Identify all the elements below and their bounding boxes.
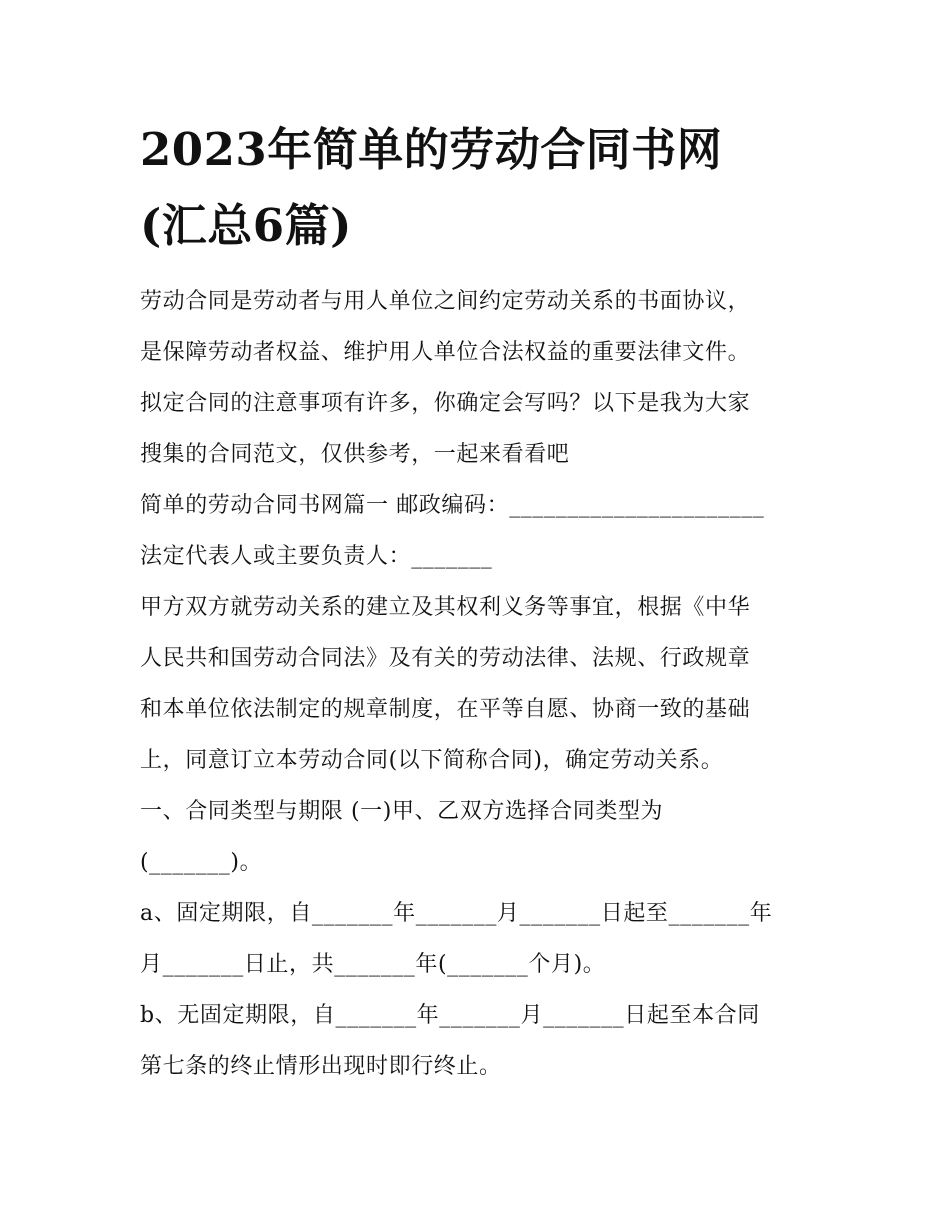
body-line: 一、合同类型与期限 (一)甲、乙双方选择合同类型为 (140, 799, 664, 824)
body-line: 和本单位依法制定的规章制度，在平等自愿、协商一致的基础 (140, 697, 751, 722)
body-line: 劳动合同是劳动者与用人单位之间约定劳动关系的书面协议， (140, 289, 751, 314)
body-line: 人民共和国劳动合同法》及有关的劳动法律、法规、行政规章 (140, 646, 751, 671)
body-line: 拟定合同的注意事项有许多，你确定会写吗？以下是我为大家 (140, 391, 751, 416)
body-line: 甲方双方就劳动关系的建立及其权利义务等事宜，根据《中华 (140, 595, 751, 620)
body-line: b、无固定期限，自_______年_______月_______日起至本合同 (140, 1003, 760, 1028)
body-line: (_______)。 (140, 850, 263, 875)
body-line: 第七条的终止情形出现时即行终止。 (140, 1054, 502, 1079)
document-title (140, 112, 840, 264)
body-line: 月_______日止，共_______年(_______个月)。 (140, 952, 606, 977)
title-line: 2023年简单的劳动合同书网 (140, 123, 723, 176)
body-line: 简单的劳动合同书网篇一 邮政编码：______________________ (140, 493, 765, 518)
body-line: 是保障劳动者权益、维护用人单位合法权益的重要法律文件。 (140, 340, 751, 365)
body-line: 搜集的合同范文，仅供参考，一起来看看吧 (140, 442, 570, 467)
body-line: 上，同意订立本劳动合同(以下简称合同)，确定劳动关系。 (140, 748, 724, 773)
body-line: a、固定期限，自_______年_______月_______日起至_______年 (140, 901, 773, 926)
document-body (140, 276, 840, 1092)
body-line: 法定代表人或主要负责人：_______ (140, 544, 493, 569)
title-line: (汇总6篇) (140, 199, 352, 252)
